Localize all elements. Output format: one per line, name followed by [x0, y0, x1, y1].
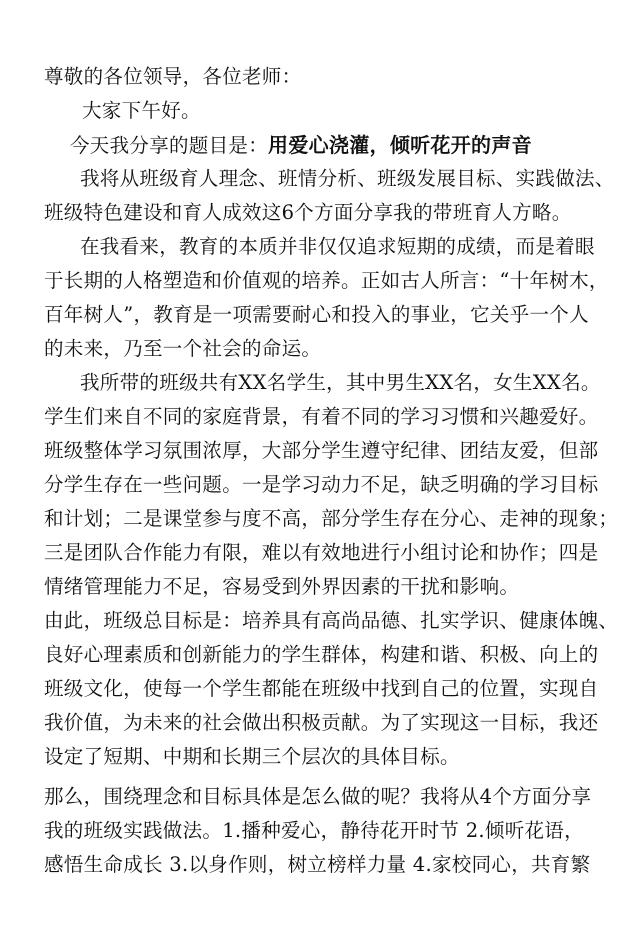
intro-line: 班级特色建设和育人成效这6个方面分享我的带班育人方略。	[44, 201, 572, 224]
paragraph-1-line: 在我看来，教育的本质并非仅仅追求短期的成绩，而是着眼	[80, 235, 595, 258]
paragraph-4-line: 感悟生命成长 3.以身作则，树立榜样力量 4.家校同心，共育繁	[44, 853, 591, 876]
hello-line: 大家下午好。	[82, 99, 201, 122]
paragraph-3-line: 良好心理素质和创新能力的学生群体，构建和谐、积极、向上的	[44, 643, 599, 666]
paragraph-1-line: 百年树人”，教育是一项需要耐心和投入的事业，它关乎一个人	[44, 303, 589, 326]
paragraph-3-line: 设定了短期、中期和长期三个层次的具体目标。	[44, 745, 460, 768]
paragraph-3-line: 班级文化，使每一个学生都能在班级中找到自己的位置，实现自	[44, 677, 599, 700]
paragraph-2-line: 班级整体学习氛围浓厚，大部分学生遵守纪律、团结友爱，但部	[44, 439, 599, 462]
greeting-line: 尊敬的各位领导，各位老师：	[44, 65, 302, 88]
topic-prefix: 今天我分享的题目是：	[70, 134, 269, 157]
paragraph-1-line: 的未来，乃至一个社会的命运。	[44, 337, 322, 360]
topic-title: 用爱心浇灌，倾听花开的声音	[268, 133, 532, 157]
paragraph-2-line: 和计划；二是课堂参与度不高，部分学生存在分心、走神的现象；	[44, 507, 619, 530]
intro-line: 我将从班级育人理念、班情分析、班级发展目标、实践做法、	[80, 167, 615, 190]
paragraph-2-line: 我所带的班级共有XX名学生，其中男生XX名，女生XX名。	[80, 371, 601, 394]
paragraph-3-line: 我价值，为未来的社会做出积极贡献。为了实现这一目标，我还	[44, 711, 599, 734]
paragraph-1-line: 于长期的人格塑造和价值观的培养。正如古人所言：“十年树木，	[44, 269, 609, 292]
topic-line	[44, 128, 622, 162]
paragraph-2-line: 分学生存在一些问题。一是学习动力不足，缺乏明确的学习目标	[44, 473, 599, 496]
paragraph-2-line: 情绪管理能力不足，容易受到外界因素的干扰和影响。	[44, 575, 520, 598]
paragraph-4-line: 我的班级实践做法。1.播种爱心，静待花开时节 2.倾听花语，	[44, 819, 584, 842]
paragraph-3-line: 由此，班级总目标是：培养具有高尚品德、扎实学识、健康体魄、	[44, 609, 619, 632]
paragraph-4-line: 那么，围绕理念和目标具体是怎么做的呢？我将从4个方面分享	[44, 785, 592, 808]
paragraph-2-line: 三是团队合作能力有限，难以有效地进行小组讨论和协作；四是	[44, 541, 599, 564]
paragraph-2-line: 学生们来自不同的家庭背景，有着不同的学习习惯和兴趣爱好。	[44, 405, 599, 428]
